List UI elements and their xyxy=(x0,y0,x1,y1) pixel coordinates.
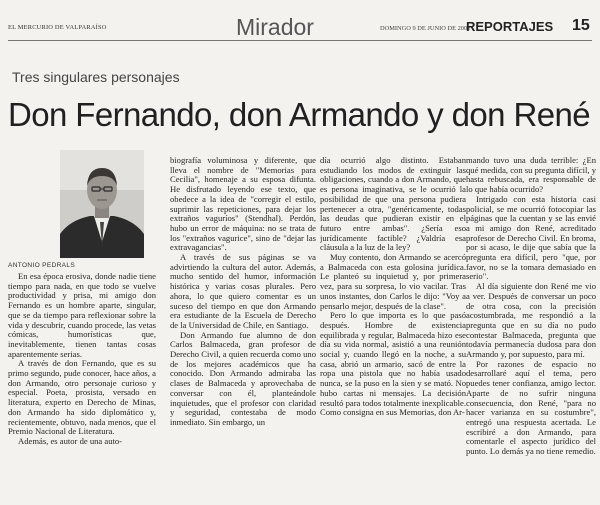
kicker: Tres singulares personajes xyxy=(12,69,180,85)
paragraph: A través de don Fernando, que es su primo segundo, pude conocer, hace años, a don Armando, otro personaje curioso y especial. Poeta, prosista, versado en literatura, experto en Derecho de Minas, don Armando ha sido diplomático y, recientemente, obtuvo, nada menos, que el Premio Nacional de Literatura. xyxy=(8,358,156,437)
paragraph: Además, es autor de una auto- xyxy=(18,435,123,446)
paragraph: Al día siguiente don René me vio a ver. Después de conversar un poco de otra cosa, con la precisión acostumbrada, me respondió a la pregunta que en su día no pudo contestar Balmaceda, pregunta que todavía permanecía dudosa para don Armando y, por supuesto, para mí. xyxy=(466,281,596,360)
paragraph: Don Armando fue alumno de don Carlos Balmaceda, gran profesor de Derecho Civil, a quien recuerda como uno de los mejores académicos que ha conocido. Don Armando admiraba las clases de Balmaceda y aprovechaba de conversar con él, planteándole inquietudes, que el profesor con claridad y seguridad, contestaba de modo inmediato. Sin embargo, un xyxy=(170,329,316,427)
article-column-1 xyxy=(8,272,156,502)
paragraph: biografía voluminosa y diferente, que lleva el nombre de "Memorias para Cecilia", homenaje a su esposa difunta. He disfrutado leyendo ese texto, que obedece a la idea de "corregir el estilo, suprimir las repeticiones, para dejar los extraños vaguríos" (Stendhal). Perdón, hubo un error de máquina: no se trata de los "extraños vagurice", sino de "dejar las extravagancias". xyxy=(170,156,316,253)
dateline: DOMINGO 9 DE JUNIO DE 2002 xyxy=(380,25,471,32)
paragraph: Por razones de espacio no desarrollaré aquí el tema, pero puedes tener confianza, amigo lector. Aparte de no sufrir ninguna consecuencia, don René, "para no hacer varianza en su costumbre", entregó una respuesta acertada. Le escribiré a don Armando, para comentarle el aspecto jurídico del punto. Lo demás ya no tiene remedio. xyxy=(466,358,596,457)
paragraph: mando tuvo una duda terrible: ¿En qué medida, con su pregunta difícil, y hasta rebuscada, era responsable de lo que había ocurrido? xyxy=(466,156,596,195)
section-title: Mirador xyxy=(236,14,314,40)
paragraph: Intrigado con esta historia casi policial, se me ocurrió fotocopiar las páginas que la cuentan y se las envié a mi amigo don René, acreditado profesor de Derecho Civil. En broma, por si acaso, le dije que sabía que la pregunta era difícil, pero "que, por favor, no se la tomara demasiado en serio". xyxy=(466,193,596,282)
paragraph: día ocurrió algo distinto. Estaban estudiando los modos de extinguir las obligaciones, cuando a don Armando, que es persona imaginativa, se le ocurrió la posibilidad de que una persona pudiera pertenecer a otra, "genéricamente, todas las deudas que pudieran existir en el futuro entre ambas". ¿Sería eso jurídicamente factible? ¿Valdría esa cláusula a la luz de la ley? xyxy=(320,156,466,253)
paragraph: A través de sus páginas se va advirtiendo la cultura del autor. Además, mucho sentido del humor, información histórica y varias cosas plurales. Pero ahora, lo que quiero comentar es un suceso del tiempo en que don Armando era estudiante de la Escuela de Derecho de la Universidad de Chile, en Santiago. xyxy=(170,252,316,330)
paragraph: En esa época erosiva, donde nadie tiene tiempo para nada, en que todo se vuelve productividad y prisa, mi amigo don Fernando es un hombre aparte, singular, que se da tiempo para reflexionar sobre la vida y descubrir, cuando procede, las vetas cómicas, humorísticas que, inevitablemente, tienen tantas cosas aparentemente serias. xyxy=(8,272,156,359)
author-portrait xyxy=(60,150,144,258)
masthead: EL MERCURIO DE VALPARAÍSO xyxy=(8,24,107,31)
article-column-2 xyxy=(170,156,316,502)
article-column-4 xyxy=(466,156,596,502)
article-column-3 xyxy=(320,156,466,502)
header-rule xyxy=(8,40,592,41)
headline: Don Fernando, don Armando y don René xyxy=(8,96,590,133)
photo-credit: ANTONIO PEDRALS xyxy=(8,262,76,269)
portrait-illustration xyxy=(60,150,144,258)
page-number: 15 xyxy=(572,17,590,34)
paragraph: Pero lo que importa es lo que pasó después. Hombre de existencia equilibrada y regular, Balmaceda hizo ese día su vida normal, asistió a una reunión social y, cuando llegó en la noche, a su casa, abrió un armario, sacó de entre la ropa una pistola que no había usado nunca, se la puso en la sien y se mató. No hubo cartas ni mensajes. La decisión resultó para todos totalmente inexplicable. Como consigna en sus Memorias, don Ar- xyxy=(320,310,466,418)
rubric: REPORTAJES xyxy=(466,19,554,34)
paragraph: Muy contento, don Armando se acercó a Balmaceda con esta golosina jurídica. Le planteó su inquietud y, por primera vez, para su sorpresa, lo vio vacilar. Tras unos instantes, don Carlos le dijo: "Voy a pensarlo mejor, después de la clase". xyxy=(320,252,466,311)
